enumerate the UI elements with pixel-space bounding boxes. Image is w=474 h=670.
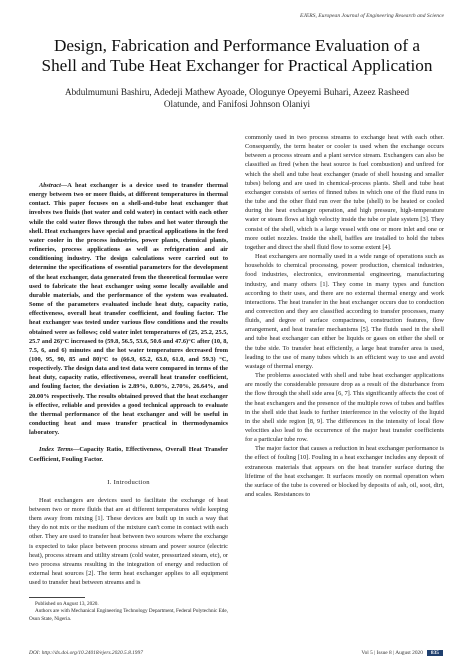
body-paragraph-4: The major factor that causes a reduction in heat exchanger performance is the effect of fouling [10]. Fouling in a heat exchanger includes any deposit of extraneous materials that appears on the heat transfer surface during the lifetime of the heat exchanger. It surfaces mostly on normal operation when the surface of the tube is covered or blocked by deposits of ash, oil, soot, dirt, and scales. Resistances to [245, 445, 444, 499]
body-paragraph-2: Heat exchangers are normally used in a wide range of operations such as households to chemical processing, power production, chemical industries, food industries, electronics, environmental engineering, manufacturing industry, and many others [1]. They come in many types and function according to their uses, and there are no external thermal energy and work interactions. The heat transfer in the heat exchanger occurs due to conduction and convection and they are classified according to transfer processes, many fluids, and degree of surface compactness, construction features, flow arrangement, and heat transfer mechanisms [5]. The fluids used in the shell and tube heat exchanger can either be liquids or gases on either the shell or the tube side. To transfer heat efficiently, a large heat transfer area is used, leading to the use of many tubes which is an efficient way to use and avoid wastage of thermal energy. [245, 253, 444, 370]
right-column [245, 133, 444, 499]
index-terms [29, 445, 228, 463]
paper-title-line-1: Design, Fabrication and Performance Evaluation of a [53, 36, 421, 55]
section-heading-introduction: I. Introduction [107, 478, 150, 486]
abstract-lead: Abstract— [39, 182, 68, 189]
doi-link[interactable]: DOI: http://dx.doi.org/10.24018/ejers.2020.5.8.1997 [29, 650, 143, 656]
page-number: 835 [427, 650, 443, 656]
footnote-published: Published on August 13, 2020. [35, 601, 99, 607]
left-column [29, 133, 228, 587]
body-paragraph-continued: commonly used in two process streams to exchange heat with each other. Consequently, the term heater or cooler is used when the exchange occurs between a process stream and a plant service stream. Exchangers can also be classified as fired (when the heat source is fuel combustion) and unfired for which the shell and tube heat exchanger (made of shell housing and smaller tubes) belong and are used in chemical-process plants. Shell and tube heat exchanger consists of series of finned tubes in which one of the fluid runs in the tube and the other fluid run over the tube (shell) to be heated or cooled during the heat exchanger operation, and high pressure, high-temperature water or steam flows at high velocity inside the tube or plate system [3]. They consist of the shell, which is a large vessel with one or more inlet and one or more outlet nozzles. Inside the shell, baffles are installed to hold the tubes together and direct the shell fluid flow to some extent [4]. [245, 134, 444, 251]
index-terms-body: Capacity Ratio, Effectiveness, Overall Heat Transfer Coefficient, Fouling Factor. [29, 446, 228, 463]
paper-title-line-2: Shell and Tube Heat Exchanger for Practical Application [41, 56, 433, 75]
index-terms-lead: Index Terms— [39, 446, 80, 454]
abstract-body: A heat exchanger is a device used to transfer thermal energy between two or more fluids, at different temperatures in thermal contact. This paper focuses on a shell-and-tube heat exchanger that involves two fluids (hot water and cold water) in contact with each other while the cold water flows through the tubes and hot water through the shell. Heat exchangers have special and practical applications in the feed water cooler in the process industries, power plants, chemical plants, refineries, process applications as well as refrigeration and air conditioning industry. The design calculations were carried out to determine the specifications of essential parameters for the development of the heat exchanger, data generated from the theoretical formulae were used to fabricate the heat exchanger using some locally available and durable materials, and the performance of the system was evaluated. Some of the parameters evaluated include heat duty, capacity ratio, effectiveness, overall heat transfer coefficient, and fouling factor. The heat exchanger was tested under various flow conditions and the results obtained were as follows; cold water inlet temperatures of (25, 25.2, 25.5, 25.7 and 26)°C increased to (59.8, 56.5, 53.6, 50.6 and 47.6)°C after (10, 8, 7.5, 6, and 6) minutes and the hot water temperatures decreased from (100, 95, 90, 85 and 80)°C to (66.9, 65.2, 63.0, 61.0, and 59.3) °C, respectively. The design data and test data were compared in terms of the heat duty, capacity ratio, effectiveness, overall heat transfer coefficient, and fouling factor, the deviation is 2.89%, 0.00%, 2.70%, 26.64%, and 20.00% respectively. The results obtained proved that the heat exchanger is effective, reliable and provides a good technical approach to evaluate the thermal performance of the heat exchanger and will be useful in conducting heat and mass transfer practical in thermodynamics laboratory. [29, 182, 228, 437]
author-list [30, 86, 444, 110]
title-block [30, 36, 444, 110]
body-paragraph-3: The problems associated with shell and tube heat exchanger applications are mostly the considerable pressure drop as a result of the disturbance from the flow through the shell side area [6, 7]. This significantly affects the cost of the heat exchangers and the presence of the multiple rows of tubes and baffles in the shell side that leads to further interference in the velocity of the liquid in the shell side region [8, 9]. The differences in the intensity of local flow velocities also lead to the occurrence of the major heat transfer coefficients for a particular tube row. [245, 372, 444, 444]
paper-title [30, 36, 444, 76]
authors-line-2: Olatunde, and Fanifosi Johnson Olaniyi [163, 99, 311, 109]
footnote [29, 601, 228, 623]
journal-header: EJERS, European Journal of Engineering Research and Science [299, 13, 444, 19]
footnote-affiliation: Authors are with Mechanical Engineering Technology Department, Federal Polytechnic Ede, Osun State, Nigeria. [29, 608, 229, 622]
issue-label: Vol 5 | Issue 8 | August 2020 [361, 650, 423, 656]
intro-paragraph-1: Heat exchangers are devices used to facilitate the exchange of heat between two or more fluids that are at different temperatures while keeping them away from mixing [1]. These devices are built up in such a way that they do not mix or the medium of the mixture can't come in contact with each other. They are used to transfer heat between two sources where the exchange is expected to take place between process stream and power source (electric heat), process stream and utility stream (cold water, pressurized steam, etc), or two process streams resulting in the integration of energy and reduction of external heat sources [2]. The term heat exchanger applies to all equipment used to transfer heat between streams and is [29, 496, 228, 587]
footnote-divider [29, 597, 85, 598]
authors-line-1: Abdulmumuni Bashiru, Adedeji Mathew Ayoade, Ologunye Opeyemi Buhari, Azeez Rasheed [64, 87, 410, 97]
footer-issue-info [361, 650, 443, 656]
page-footer [29, 650, 443, 660]
abstract [29, 181, 228, 437]
